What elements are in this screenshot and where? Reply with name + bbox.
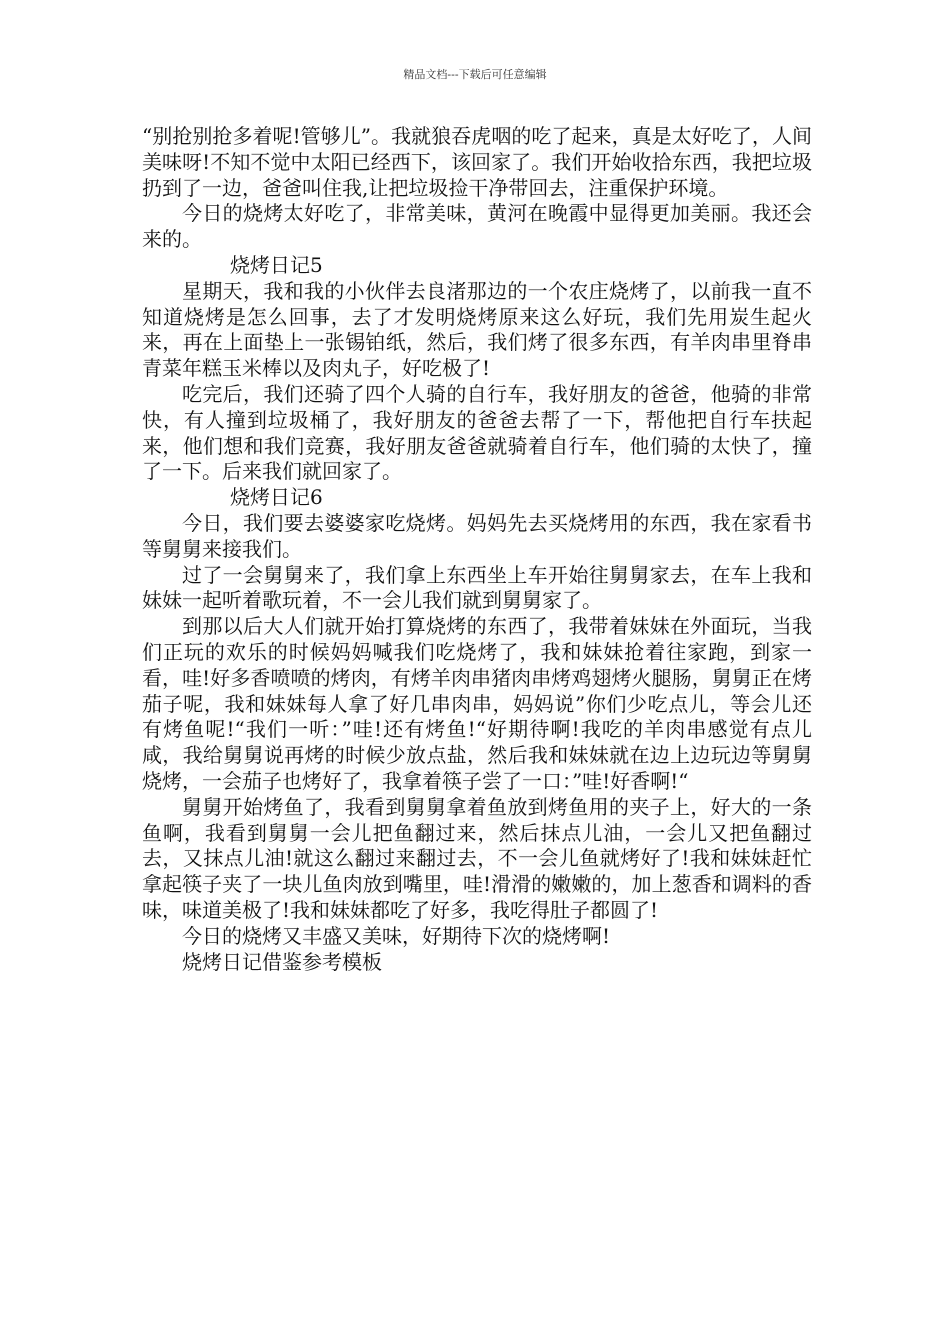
page-header: 精品文档---下载后可任意编辑	[403, 68, 547, 81]
paragraph: 舅舅开始烤鱼了，我看到舅舅拿着鱼放到烤鱼用的夹子上，好大的一条鱼啊，我看到舅舅一会儿把鱼翻过来，然后抹点儿油，一会儿又把鱼翻过去，又抹点儿油!就这么翻过来翻过去，不一会儿鱼就烤好了!我和妹妹赶忙拿起筷子夹了一块儿鱼肉放到嘴里，哇!滑滑的嫩嫩的，加上葱香和调料的香味，味道美极了!我和妹妹都吃了好多，我吃得肚子都圆了!	[142, 794, 812, 922]
paragraph: 今日，我们要去婆婆家吃烧烤。妈妈先去买烧烤用的东西，我在家看书等舅舅来接我们。	[142, 510, 812, 561]
paragraph: “别抢别抢多着呢!管够儿”。我就狼吞虎咽的吃了起来，真是太好吃了，人间美味呀!不知不觉中太阳已经西下，该回家了。我们开始收拾东西，我把垃圾扔到了一边，爸爸叫住我,让把垃圾捡干净带回去，注重保护环境。	[142, 124, 812, 200]
paragraph: 今日的烧烤太好吃了，非常美味，黄河在晚霞中显得更加美丽。我还会来的。	[142, 201, 812, 252]
paragraph: 星期天，我和我的小伙伴去良渚那边的一个农庄烧烤了，以前我一直不知道烧烤是怎么回事，去了才发明烧烤原来这么好玩，我们先用炭生起火来，再在上面垫上一张锡铂纸，然后，我们烤了很多东西，有羊肉串里脊串青菜年糕玉米棒以及肉丸子，好吃极了!	[142, 278, 812, 381]
paragraph: 过了一会舅舅来了，我们拿上东西坐上车开始往舅舅家去，在车上我和妹妹一起听着歌玩着，不一会儿我们就到舅舅家了。	[142, 562, 812, 613]
section-heading: 烧烤日记6	[230, 485, 323, 510]
paragraph: 到那以后大人们就开始打算烧烤的东西了，我带着妹妹在外面玩，当我们正玩的欢乐的时候妈妈喊我们吃烧烤了，我和妹妹抢着往家跑，到家一看，哇!好多香喷喷的烤肉，有烤羊肉串猪肉串烤鸡翅烤火腿肠，舅舅正在烤茄子呢，我和妹妹每人拿了好几串肉串，妈妈说”你们少吃点儿，等会儿还有烤鱼呢!“我们一听：”哇!还有烤鱼!“好期待啊!我吃的羊肉串感觉有点儿咸，我给舅舅说再烤的时候少放点盐，然后我和妹妹就在边上边玩边等舅舅烧烤，一会茄子也烤好了，我拿着筷子尝了一口：”哇!好香啊!“	[142, 614, 812, 793]
template-footer-line: 烧烤日记借鉴参考模板	[182, 949, 382, 974]
document-body	[142, 124, 812, 975]
section-heading: 烧烤日记5	[230, 252, 323, 277]
paragraph: 今日的烧烤又丰盛又美味，好期待下次的烧烤啊!	[182, 923, 611, 948]
paragraph: 吃完后，我们还骑了四个人骑的自行车，我好朋友的爸爸，他骑的非常快，有人撞到垃圾桶了，我好朋友的爸爸去帮了一下，帮他把自行车扶起来，他们想和我们竞赛，我好朋友爸爸就骑着自行车，他们骑的太快了，撞了一下。后来我们就回家了。	[142, 381, 812, 484]
